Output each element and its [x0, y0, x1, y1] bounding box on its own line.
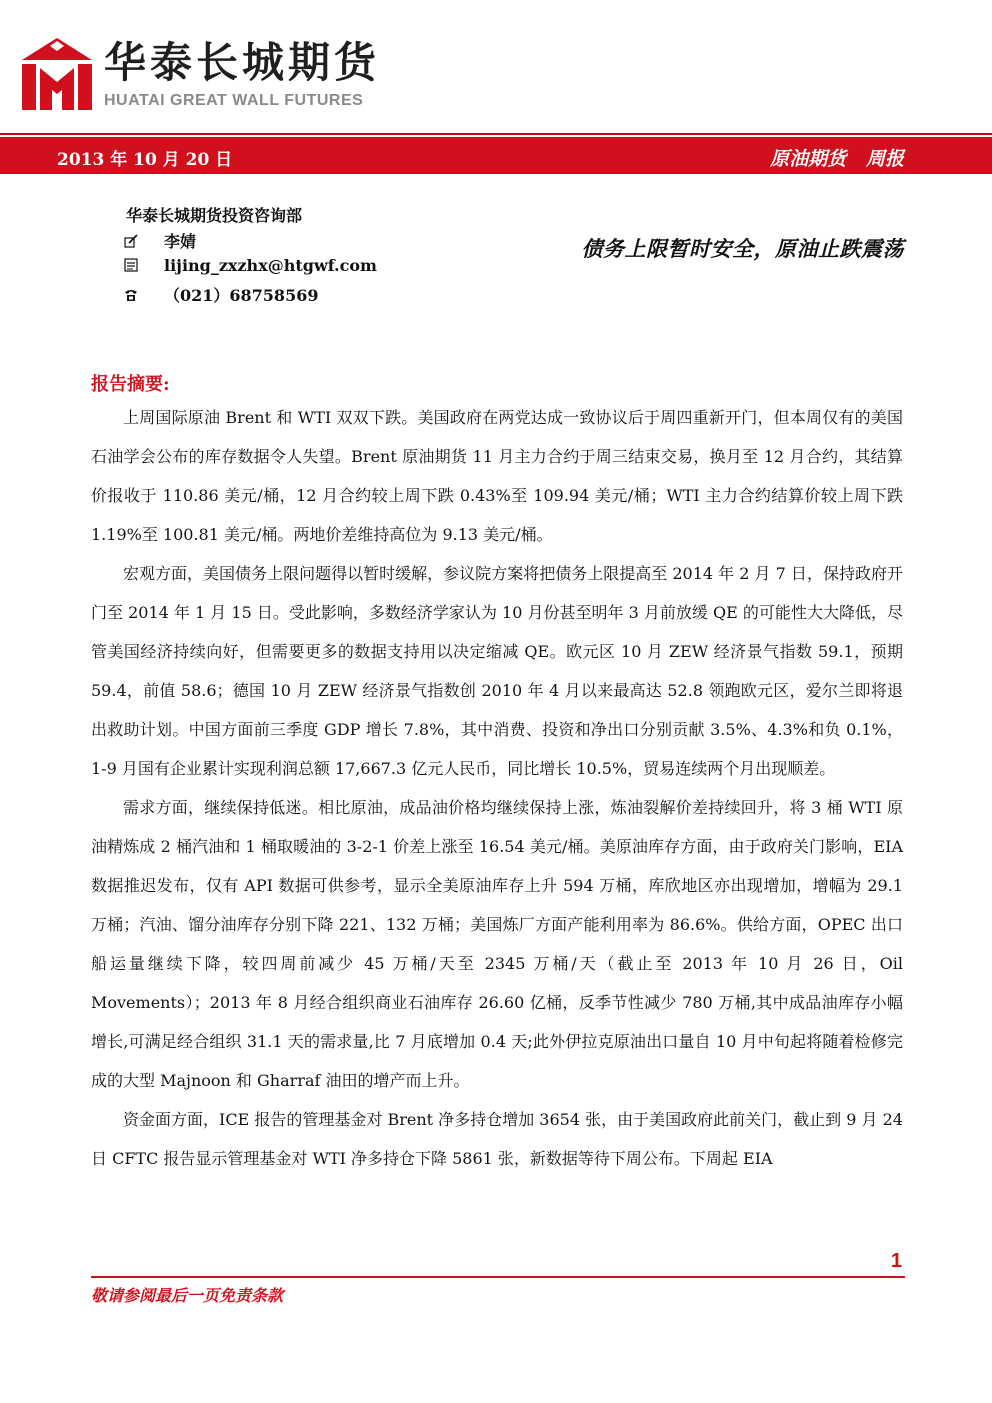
summary-paragraph: 需求方面，继续保持低迷。相比原油，成品油价格均继续保持上涨，炼油裂解价差持续回升，将 3 桶 WTI 原油精炼成 2 桶汽油和 1 桶取暖油的 3-2-1 价差上涨至 16.54 美元/桶。美原油库存方面，由于政府关门影响，EIA 数据推迟发布，仅有 API 数据可供参考，显示全美原油库存上升 594 万桶，库欣地区亦出现增加，增幅为 29.1 万桶；汽油、馏分油库存分别下降 221、132 万桶；美国炼厂方面产能利用率为 86.6%。供给方面，OPEC 出口船运量继续下降，较四周前减少 45 万桶/天至 2345 万桶/天（截止至 2013 年 10 月 26 日，Oil Movements）；2013 年 8 月经合组织商业石油库存 26.60 亿桶，反季节性减少 780 万桶,其中成品油库存小幅增长,可满足经合组织 31.1 天的需求量,比 7 月底增加 0.4 天;此外伊拉克原油出口量自 10 月中旬起将随着检修完成的大型 Majnoon 和 Gharraf 油田的增产而上升。: [91, 798, 903, 1090]
summary-paragraph: 宏观方面，美国债务上限问题得以暂时缓解，参议院方案将把债务上限提高至 2014 年 2 月 7 日，保持政府开门至 2014 年 1 月 15 日。受此影响，多数经济学家认为 10 月份甚至明年 3 月前放缓 QE 的可能性大大降低，尽管美国经济持续向好，但需要更多的数据支持用以决定缩减 QE。欧元区 10 月 ZEW 经济景气指数 59.1，预期59.4，前值 58.6；德国 10 月 ZEW 经济景气指数创 2010 年 4 月以来最高达 52.8 领跑欧元区，爱尔兰即将退出救助计划。中国方面前三季度 GDP 增长 7.8%，其中消费、投资和净出口分别贡献 3.5%、4.3%和负 0.1%，1-9 月国有企业累计实现利润总额 17,667.3 亿元人民币，同比增长 10.5%，贸易连续两个月出现顺差。: [91, 564, 903, 778]
analyst-phone: （021）68758569: [164, 286, 319, 305]
department: 华泰长城期货投资咨询部: [126, 206, 303, 225]
phone-row: [124, 283, 318, 306]
report-type-group: [770, 144, 904, 171]
brand-name-cn: 华泰长城期货: [104, 38, 381, 87]
summary-title: 报告摘要:: [91, 374, 170, 395]
date-bar: [0, 137, 992, 174]
analyst-name: 李婧: [164, 232, 197, 251]
footer-rule: [91, 1276, 905, 1278]
analyst-row: [124, 229, 196, 252]
analyst-email[interactable]: lijing_zxzhx@htgwf.com: [164, 256, 377, 275]
mail-icon: [124, 258, 138, 272]
page-number: 1: [890, 1250, 902, 1272]
phone-icon: [124, 288, 138, 302]
huatai-logo-icon: [22, 38, 92, 110]
report-date: 2013 年 10 月 20 日: [57, 150, 233, 170]
email-row: [124, 256, 377, 275]
summary-paragraph: 资金面方面，ICE 报告的管理基金对 Brent 净多持仓增加 3654 张，由于美国政府此前关门，截止到 9 月 24 日 CFTC 报告显示管理基金对 WTI 净多持仓下降 5861 张，新数据等待下周公布。下周起 EIA: [91, 1110, 903, 1168]
summary-body: [91, 398, 903, 1178]
disclaimer-note[interactable]: 敬请参阅最后一页免责条款: [91, 1286, 284, 1305]
header-rule: [0, 133, 992, 135]
brand-name-en: HUATAI GREAT WALL FUTURES: [104, 92, 364, 109]
report-type: 原油期货: [770, 148, 847, 170]
report-headline: 债务上限暂时安全，原油止跌震荡: [581, 237, 904, 261]
report-frequency: 周报: [865, 148, 904, 170]
summary-paragraph: 上周国际原油 Brent 和 WTI 双双下跌。美国政府在两党达成一致协议后于周四重新开门，但本周仅有的美国石油学会公布的库存数据令人失望。Brent 原油期货 11 月主力合约于周三结束交易，换月至 12 月合约，其结算价报收于 110.86 美元/桶，12 月合约较上周下跌 0.43%至 109.94 美元/桶；WTI 主力合约结算价较上周下跌 1.19%至 100.81 美元/桶。两地价差维持高位为 9.13 美元/桶。: [91, 408, 903, 544]
pen-icon: [124, 234, 138, 248]
